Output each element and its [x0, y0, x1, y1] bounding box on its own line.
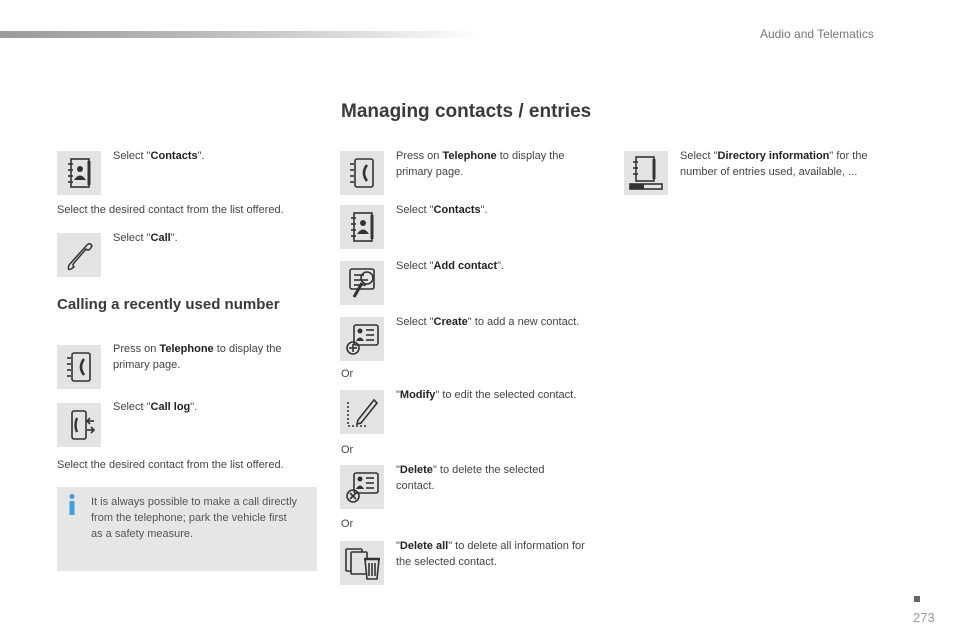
left-select-contact-text: Select the desired contact from the list offered. — [57, 204, 284, 216]
info-icon — [66, 493, 78, 517]
left-select-contact-text-2: Select the desired contact from the list offered. — [57, 459, 284, 471]
mid-step-delete-all: "Delete all" to delete all information for the selected contact. — [396, 540, 585, 568]
or-label: Or — [341, 368, 354, 380]
page-marker — [914, 596, 920, 602]
section-subtitle: Calling a recently used number — [57, 296, 280, 313]
left-step-call: Select "Call". — [113, 232, 178, 244]
mid-step-contacts: Select "Contacts". — [396, 204, 488, 216]
or-label: Or — [341, 444, 354, 456]
telephone-icon — [340, 151, 384, 195]
header-bar — [0, 31, 480, 38]
section-title: Audio and Telematics — [760, 27, 874, 41]
directory-info-icon — [624, 151, 668, 195]
delete-all-icon — [340, 541, 384, 585]
modify-icon — [340, 390, 384, 434]
page-title: Managing contacts / entries — [341, 101, 592, 122]
right-step-directory-info: Select "Directory information" for the number of entries used, available, ... — [680, 150, 868, 178]
page-number: 273 — [913, 610, 935, 625]
call-icon — [57, 233, 101, 277]
delete-icon — [340, 465, 384, 509]
mid-step-delete: "Delete" to delete the selected contact. — [396, 464, 545, 492]
call-log-icon — [57, 403, 101, 447]
telephone-icon — [57, 345, 101, 389]
left-step-contacts: Select "Contacts". — [113, 150, 205, 162]
mid-step-create: Select "Create" to add a new contact. — [396, 316, 580, 328]
contacts-icon — [57, 151, 101, 195]
mid-step-modify: "Modify" to edit the selected contact. — [396, 389, 577, 401]
left-step-call-log: Select "Call log". — [113, 401, 198, 413]
info-text: It is always possible to make a call directly from the telephone; park the vehicle first as a safety measure. — [91, 496, 298, 540]
create-icon — [340, 317, 384, 361]
or-label: Or — [341, 518, 354, 530]
contacts-icon — [340, 205, 384, 249]
left-step-telephone: Press on Telephone to display the primary page. — [113, 343, 282, 371]
mid-step-telephone: Press on Telephone to display the primary page. — [396, 150, 565, 178]
mid-step-add-contact: Select "Add contact". — [396, 260, 505, 272]
add-contact-icon — [340, 261, 384, 305]
